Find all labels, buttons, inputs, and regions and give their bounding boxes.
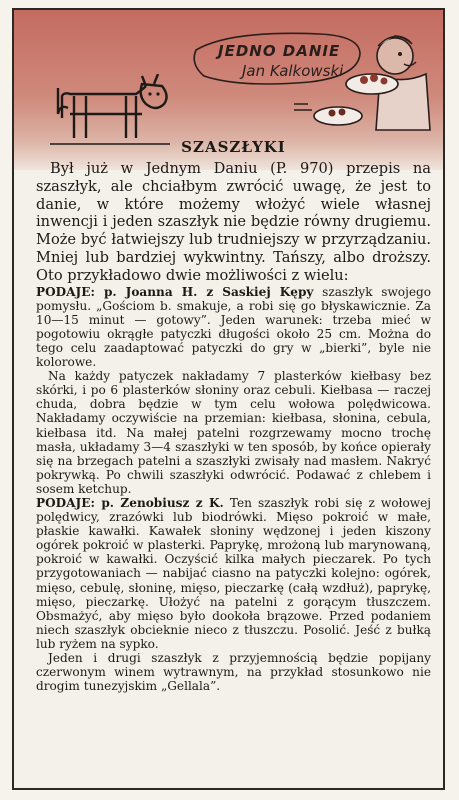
recipe-1 <box>36 285 431 370</box>
source-text-1: szaszłyk swojego pomysłu. „Gościom b. smakuje, a robi się go błyskawicznie. Za 10—15 minut — gotowy”. Jeden warunek: trzeba mieć w pogotowiu okrągłe patyczki długości około 25 cm. Można do tego celu zaadaptować patyczki do gry w „bierki”, byle nie kolorowe. <box>36 284 432 370</box>
article-body <box>36 285 431 694</box>
source-label-2: PODAJE: p. Zenobiusz z K. <box>36 495 224 510</box>
article-title: SZASZŁYKI <box>181 138 286 156</box>
article-lead: Był już w Jednym Daniu (P. 970) przepis na szaszłyk, ale chciałbym zwrócić uwagę, że jest to danie, w które możemy włożyć wiele własnej inwencji i jeden szaszłyk nie będzie równy drugiemu. Może być łatwiejszy lub trudniejszy w przyrządzaniu. Mniej lub bardziej wykwintny. Tańszy, albo droższy. Oto przykładowo dwie możliwości z wielu: <box>36 160 431 284</box>
closing-note: Jeden i drugi szaszłyk z przyjemnością będzie popijany czerwonym winem wytrawnym, na przykład stosunkowo nie drogim tunezyjskim „Gellala”. <box>36 651 431 694</box>
column-logo <box>190 24 440 144</box>
recipe-2 <box>36 496 431 651</box>
article <box>36 138 431 693</box>
article-frame <box>12 8 445 790</box>
recipe-1-method: Na każdy patyczek nakładamy 7 plasterków kiełbasy bez skórki, i po 6 plasterków słoniny oraz cebuli. Kiełbasa — raczej chuda, dobra będzie w tym celu wołowa polędwicowa. Nakładamy oczywiście na przemian: kiełbasa, słonina, cebula, kiełbasa itd. Na małej patelni rozgrzewamy mocno trochę masła, układamy 3—4 szaszłyki w ten sposób, by końce opierały się na brzegach patelni a szaszłyki zwisały nad masłem. Nakryć pokrywką. Po chwili szaszłyki odwrócić. Podawać z chlebem i sosem ketchup. <box>36 369 431 496</box>
source-label-1: PODAJE: p. Joanna H. z Saskiej Kępy <box>36 284 314 299</box>
column-title: JEDNO DANIE <box>218 42 341 60</box>
source-text-2: Ten szaszłyk robi się z wołowej polędwicy, zrazówki lub biodrówki. Mięso pokroić w małe, płaskie kawałki. Kawałek słoniny wędzonej i jeden kiszony ogórek pokroić w plasterki. Paprykę, mrożoną lub marynowaną, pokroić w kawałki. Oczyścić kilka małych pieczarek. Po tych przygotowaniach — nabijać ciasno na patyczki kolejno: ogórek, mięso, cebulę, słoninę, mięso, pieczarkę (całą wzdłuż), paprykę, mięso, pieczarkę. Ułożyć na patelni z gorącym tłuszczem. Obsmażyć, aby mięso było dookoła brązowe. Przed podaniem niech szaszłyk obcieknie nieco z tłuszczu. Posolić. Jeść z bułką lub ryżem na sypko. <box>36 495 431 651</box>
column-author: Jan Kalkowski <box>242 62 344 80</box>
